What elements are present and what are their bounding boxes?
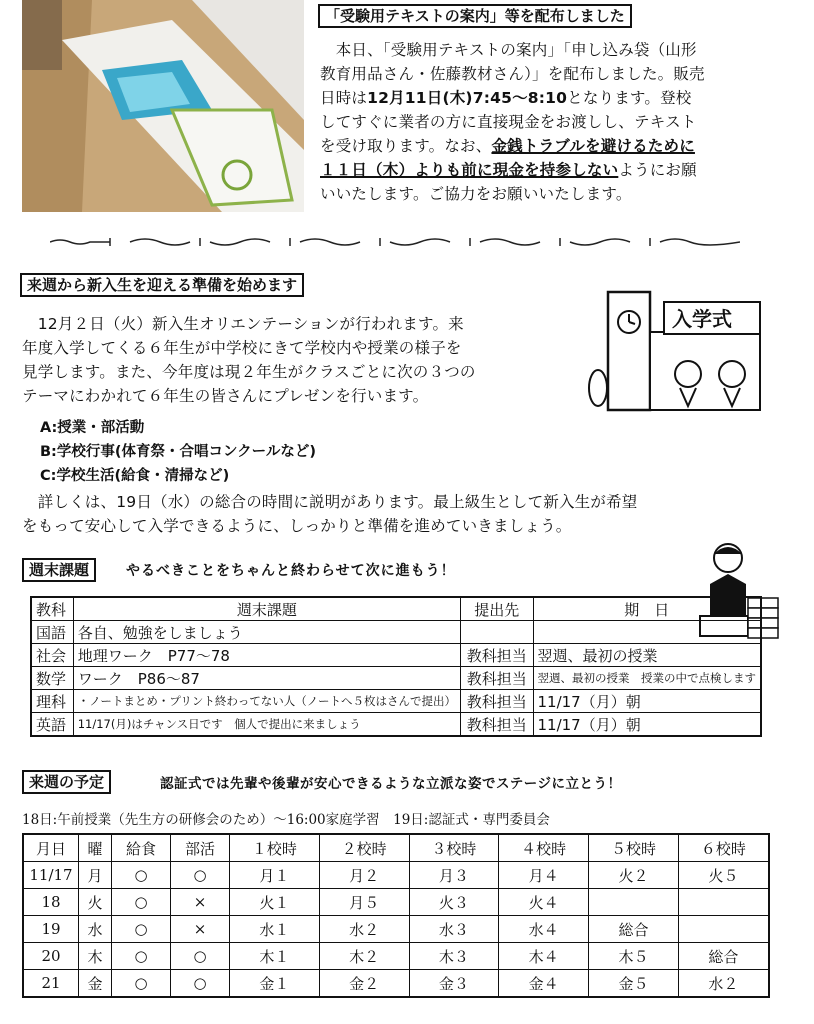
period-cell: 月５ bbox=[319, 889, 409, 916]
header-cell: ２校時 bbox=[319, 834, 409, 862]
period-cell: 総合 bbox=[589, 916, 679, 943]
period-cell: 火２ bbox=[589, 862, 679, 889]
table-header-row bbox=[31, 597, 761, 621]
section4-heading: 来週の予定 bbox=[22, 770, 111, 794]
period-cell bbox=[589, 889, 679, 916]
period-cell: 水２ bbox=[678, 970, 769, 998]
period-cell: 水１ bbox=[230, 916, 320, 943]
lunch-cell: ○ bbox=[112, 862, 171, 889]
submit-to-cell: 教科担当 bbox=[460, 690, 533, 713]
text-line: 12月２日（火）新入生オリエンテーションが行われます。来 bbox=[22, 315, 464, 333]
due-cell: 11/17（月）朝 bbox=[533, 690, 761, 713]
period-cell: 月１ bbox=[230, 862, 320, 889]
header-cell: ３校時 bbox=[409, 834, 499, 862]
section3-heading: 週末課題 bbox=[22, 558, 96, 582]
header-cell: 月日 bbox=[23, 834, 79, 862]
text-line: してすぐに業者の方に直接現金をお渡しし、テキスト bbox=[320, 113, 697, 131]
club-cell: × bbox=[171, 889, 230, 916]
due-cell: 翌週、最初の授業 bbox=[533, 644, 761, 667]
lunch-cell: ○ bbox=[112, 970, 171, 998]
assignment-cell: 11/17(月)はチャンス日です 個人で提出に来ましょう bbox=[73, 713, 460, 737]
text-line: いいたします。ご協力をお願いいたします。 bbox=[320, 185, 632, 203]
due-cell: 翌週、最初の授業 授業の中で点検します bbox=[533, 667, 761, 690]
header-cell: １校時 bbox=[230, 834, 320, 862]
theme-list bbox=[40, 416, 316, 488]
header-cell: 提出先 bbox=[460, 597, 533, 621]
text-line: をもって安心して入学できるように、しっかりと準備を進めていきましょう。 bbox=[22, 517, 572, 535]
subject-cell: 理科 bbox=[31, 690, 73, 713]
table-row bbox=[23, 889, 769, 916]
day-cell: 月 bbox=[79, 862, 112, 889]
table-row bbox=[23, 862, 769, 889]
lunch-cell: ○ bbox=[112, 889, 171, 916]
subject-cell: 社会 bbox=[31, 644, 73, 667]
text-line: 教育用品さん・佐藤教材さん）」を配布しました。販売 bbox=[320, 65, 705, 83]
text-line: 本日、「受験用テキストの案内」「申し込み袋（山形 bbox=[320, 41, 697, 59]
school-building-icon bbox=[588, 288, 768, 416]
date-cell: 19 bbox=[23, 916, 79, 943]
period-cell: 火３ bbox=[409, 889, 499, 916]
decorative-divider bbox=[50, 234, 740, 248]
period-cell bbox=[678, 889, 769, 916]
period-cell bbox=[678, 916, 769, 943]
date-cell: 18 bbox=[23, 889, 79, 916]
sale-date: 12月11日(木)7:45～8:10 bbox=[367, 89, 568, 107]
period-cell: 木４ bbox=[499, 943, 589, 970]
period-cell: 金４ bbox=[499, 970, 589, 998]
section1-body bbox=[320, 38, 800, 206]
text-line bbox=[320, 134, 800, 158]
theme-item: A:授業・部活動 bbox=[40, 420, 145, 436]
period-cell: 水４ bbox=[499, 916, 589, 943]
period-cell: 月３ bbox=[409, 862, 499, 889]
date-cell: 21 bbox=[23, 970, 79, 998]
submit-to-cell: 教科担当 bbox=[460, 667, 533, 690]
club-cell: ○ bbox=[171, 943, 230, 970]
period-cell: 月２ bbox=[319, 862, 409, 889]
assignment-cell: 各自、勉強をしましょう bbox=[73, 621, 460, 644]
header-cell: 教科 bbox=[31, 597, 73, 621]
table-row bbox=[31, 667, 761, 690]
period-cell: 月４ bbox=[499, 862, 589, 889]
period-cell: 木１ bbox=[230, 943, 320, 970]
due-cell: 11/17（月）朝 bbox=[533, 713, 761, 737]
theme-item: C:学校生活(給食・清掃など) bbox=[40, 468, 230, 484]
table-row bbox=[31, 621, 761, 644]
club-cell: ○ bbox=[171, 970, 230, 998]
header-cell: ４校時 bbox=[499, 834, 589, 862]
header-cell: 部活 bbox=[171, 834, 230, 862]
period-cell: 金１ bbox=[230, 970, 320, 998]
text-line: 詳しくは、19日（水）の総合の時間に説明があります。最上級生として新入生が希望 bbox=[22, 493, 638, 511]
text-line: 年度入学してくる６年生が中学校にきて学校内や授業の様子を bbox=[22, 339, 462, 357]
table-row bbox=[31, 690, 761, 713]
sign-text: 入学式 bbox=[672, 307, 732, 331]
table-row bbox=[23, 970, 769, 998]
lunch-cell: ○ bbox=[112, 916, 171, 943]
weekly-schedule-table bbox=[22, 833, 770, 998]
header-cell: 期 日 bbox=[533, 597, 761, 621]
period-cell: 火１ bbox=[230, 889, 320, 916]
period-cell: 木２ bbox=[319, 943, 409, 970]
club-cell: ○ bbox=[171, 862, 230, 889]
weekend-assignment-table bbox=[30, 596, 762, 737]
period-cell: 金５ bbox=[589, 970, 679, 998]
section1-heading: 「受験用テキストの案内」等を配布しました bbox=[318, 4, 632, 28]
warning-text: １１日（木）よりも前に現金を持参しない bbox=[320, 161, 619, 179]
submit-to-cell bbox=[460, 621, 533, 644]
subject-cell: 数学 bbox=[31, 667, 73, 690]
period-cell: 火５ bbox=[678, 862, 769, 889]
assignment-cell: ・ノートまとめ・プリント終わってない人（ノートへ５枚はさんで提出） bbox=[73, 690, 460, 713]
header-cell: 週末課題 bbox=[73, 597, 460, 621]
due-cell bbox=[533, 621, 761, 644]
text-span: 日時は bbox=[320, 89, 368, 107]
day-cell: 木 bbox=[79, 943, 112, 970]
header-cell: 給食 bbox=[112, 834, 171, 862]
warning-text: 金銭トラブルを避けるために bbox=[491, 137, 695, 155]
section2-heading: 来週から新入生を迎える準備を始めます bbox=[20, 273, 304, 297]
header-cell: 曜 bbox=[79, 834, 112, 862]
section2-body bbox=[22, 312, 582, 408]
assignment-cell: ワーク P86～87 bbox=[73, 667, 460, 690]
handout-photo bbox=[22, 0, 304, 212]
period-cell: 火４ bbox=[499, 889, 589, 916]
lunch-cell: ○ bbox=[112, 943, 171, 970]
text-span: を受け取ります。なお、 bbox=[320, 137, 492, 155]
photo-illustration bbox=[22, 0, 304, 212]
subject-cell: 英語 bbox=[31, 713, 73, 737]
text-line bbox=[320, 86, 800, 110]
club-cell: × bbox=[171, 916, 230, 943]
day-cell: 火 bbox=[79, 889, 112, 916]
table-row bbox=[31, 644, 761, 667]
theme-item: B:学校行事(体育祭・合唱コンクールなど) bbox=[40, 444, 317, 460]
day-cell: 水 bbox=[79, 916, 112, 943]
header-cell: ６校時 bbox=[678, 834, 769, 862]
submit-to-cell: 教科担当 bbox=[460, 644, 533, 667]
text-line: 見学します。また、今年度は現２年生がクラスごとに次の３つの bbox=[22, 363, 476, 381]
period-cell: 水３ bbox=[409, 916, 499, 943]
text-line: テーマにわかれて６年生の皆さんにプレゼンを行います。 bbox=[22, 387, 429, 405]
text-span: となります。登校 bbox=[567, 89, 692, 107]
section4-slogan: 認証式では先輩や後輩が安心できるような立派な姿でステージに立とう！ bbox=[160, 776, 622, 792]
table-row bbox=[23, 916, 769, 943]
header-cell: ５校時 bbox=[589, 834, 679, 862]
period-cell: 金２ bbox=[319, 970, 409, 998]
subject-cell: 国語 bbox=[31, 621, 73, 644]
period-cell: 金３ bbox=[409, 970, 499, 998]
table-header-row bbox=[23, 834, 769, 862]
period-cell: 水２ bbox=[319, 916, 409, 943]
submit-to-cell: 教科担当 bbox=[460, 713, 533, 737]
schedule-note: 18日:午前授業（先生方の研修会のため）～16:00家庭学習 19日:認証式・専門委員会 bbox=[22, 812, 550, 828]
section2-closing bbox=[22, 490, 802, 538]
section3-slogan: やるべきことをちゃんと終わらせて次に進もう！ bbox=[126, 563, 456, 579]
table-row bbox=[23, 943, 769, 970]
table-row bbox=[31, 713, 761, 737]
period-cell: 総合 bbox=[678, 943, 769, 970]
assignment-cell: 地理ワーク P77～78 bbox=[73, 644, 460, 667]
date-cell: 11/17 bbox=[23, 862, 79, 889]
period-cell: 木５ bbox=[589, 943, 679, 970]
entrance-ceremony-illustration bbox=[588, 288, 768, 416]
day-cell: 金 bbox=[79, 970, 112, 998]
text-line bbox=[320, 158, 800, 182]
text-span: ようにお願 bbox=[618, 161, 697, 179]
date-cell: 20 bbox=[23, 943, 79, 970]
period-cell: 木３ bbox=[409, 943, 499, 970]
